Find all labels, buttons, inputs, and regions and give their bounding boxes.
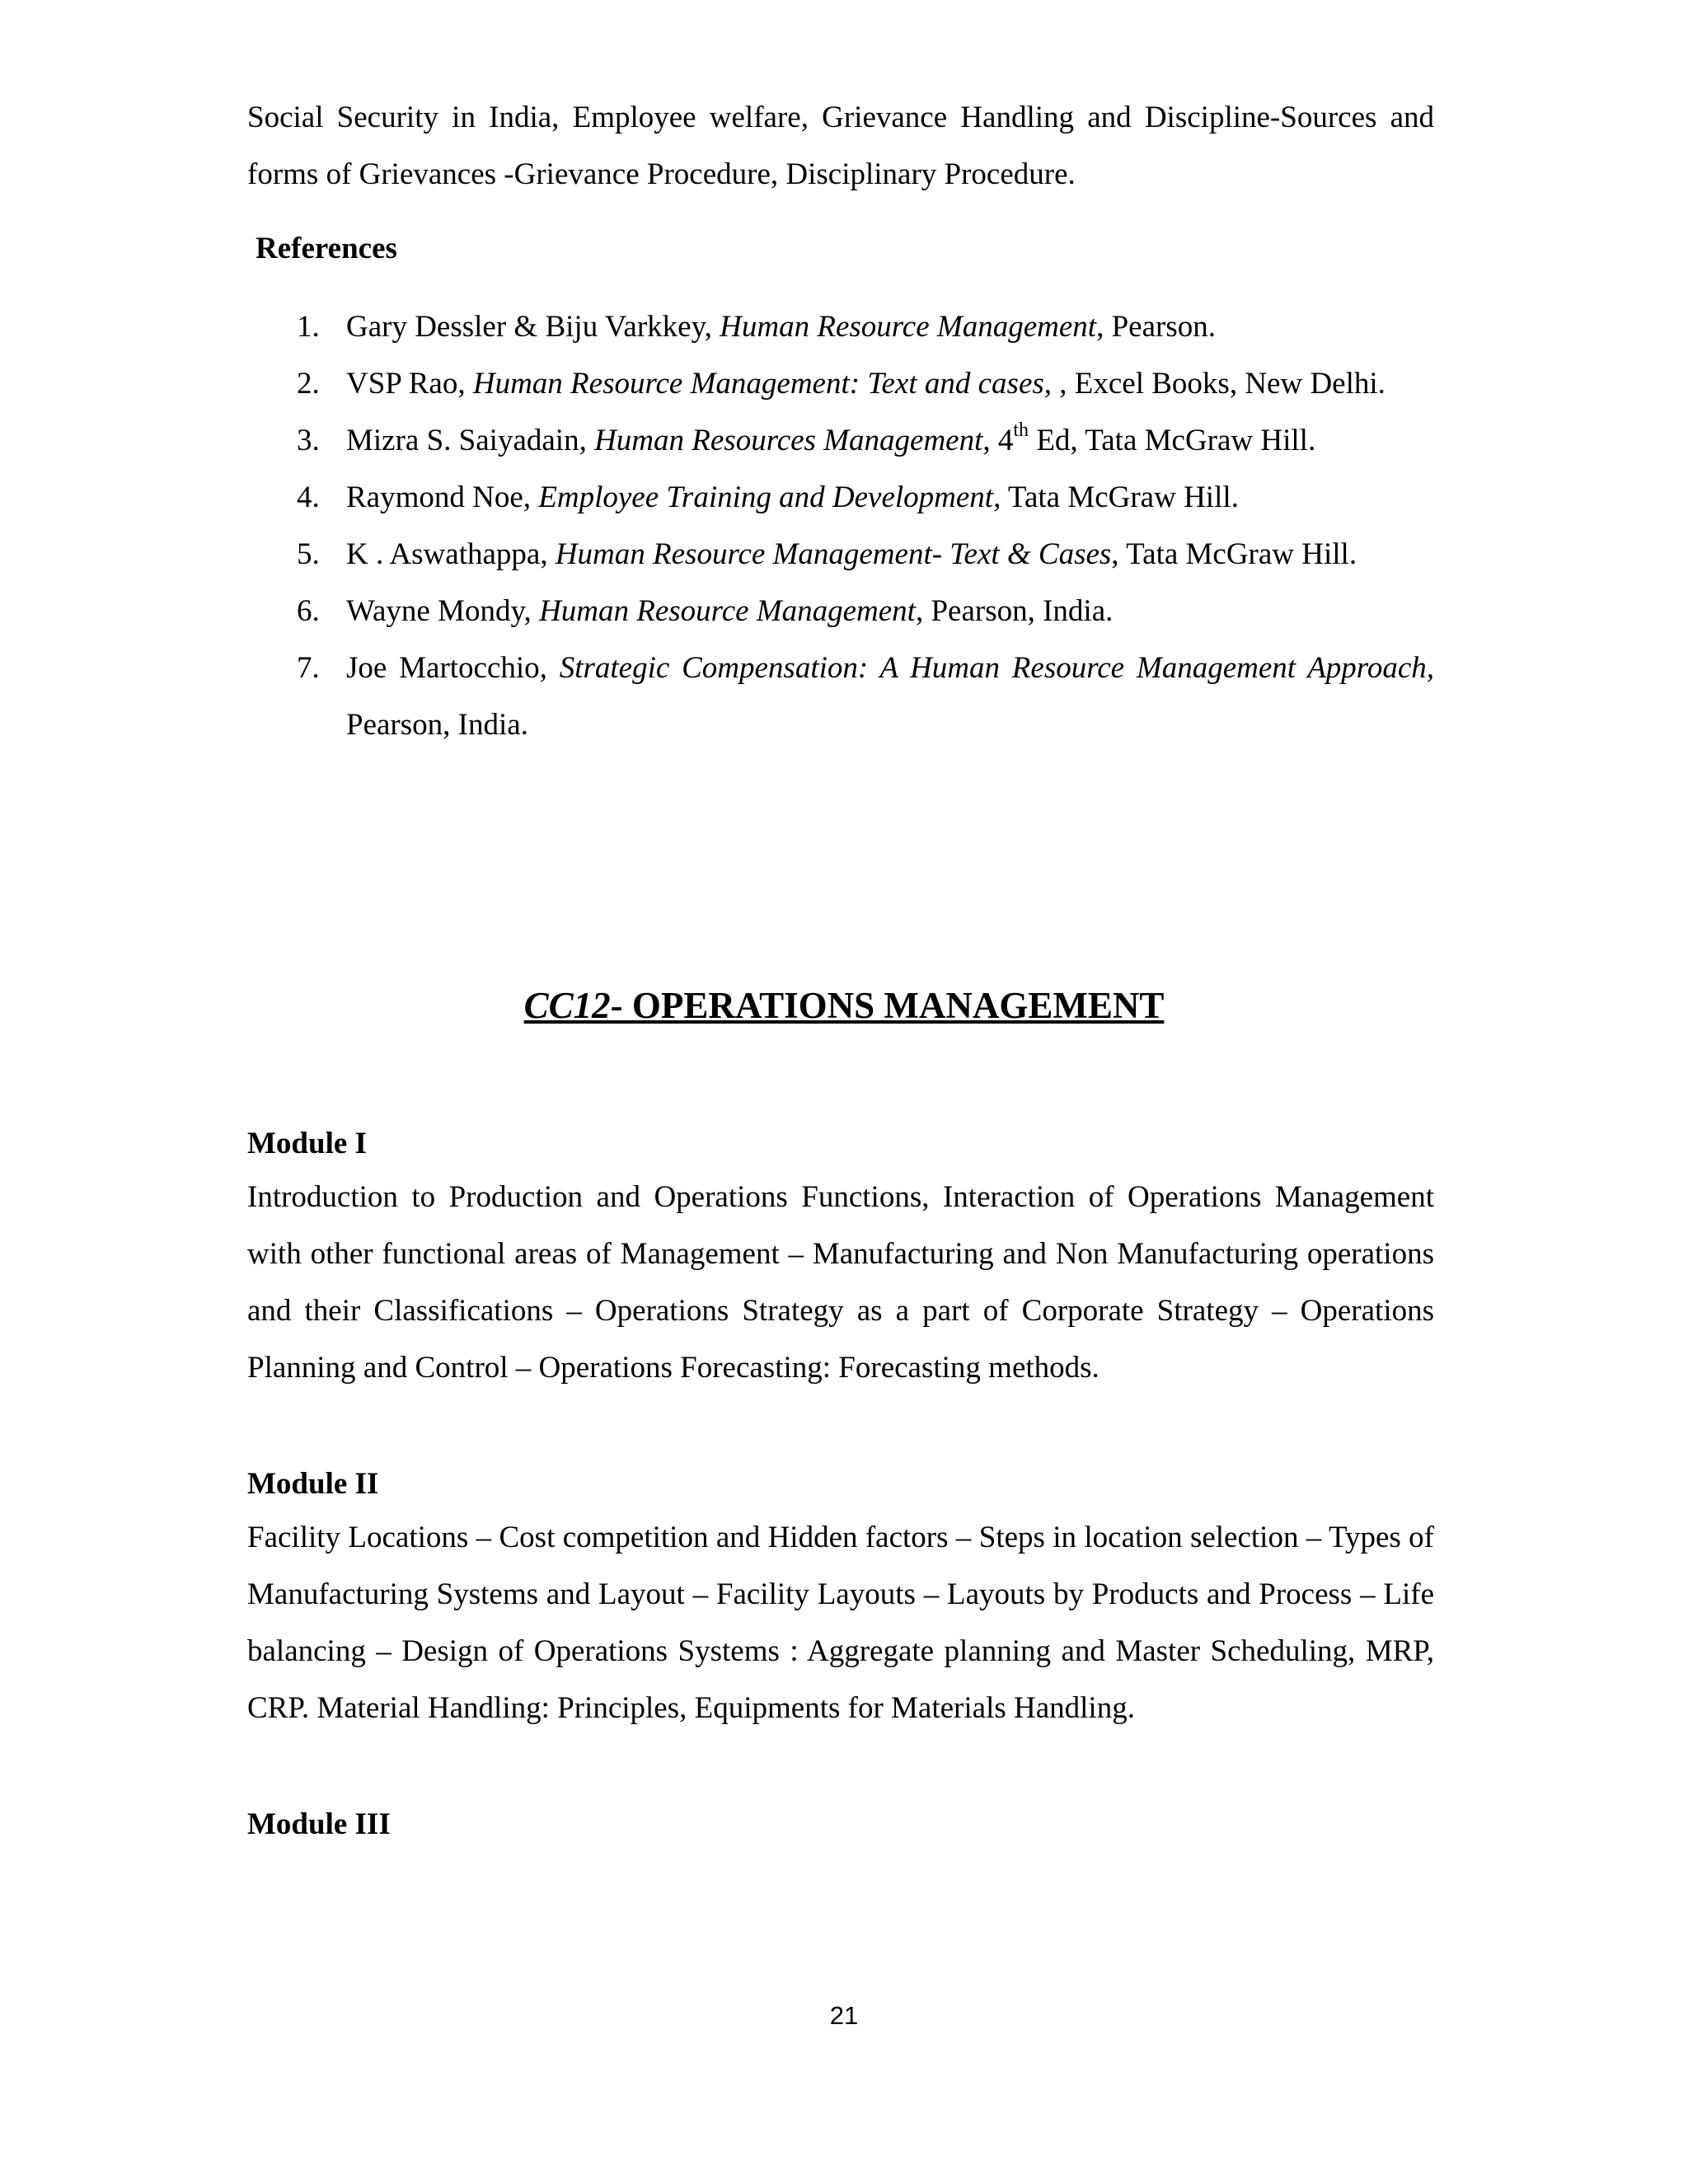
reference-publisher: , Tata McGraw Hill.: [993, 480, 1239, 514]
module-text: Introduction to Production and Operations Functions, Interaction of Operations Management with other functional areas of Management – Manufacturing and Non Manufacturing operations and their Classifications – Operations Strategy as a part of Corporate Strategy – Operations Planning and Control – Operations Forecasting: Forecasting methods.: [247, 1180, 1434, 1385]
reference-author: Joe Martocchio,: [346, 651, 560, 685]
module-text: Facility Locations – Cost competition and Hidden factors – Steps in location selection – Types of Manufacturing Systems and Layout – Facility Layouts – Layouts by Products and Process – Life balancing – Design of Operations Systems : Aggregate planning and Master Scheduling, MRP, CRP. Material Handling: Principles, Equipments for Materials Handling.: [247, 1521, 1434, 1725]
reference-item: [247, 526, 1434, 583]
reference-edition-suffix: th: [1013, 419, 1029, 441]
reference-author: K . Aswathappa,: [346, 537, 556, 571]
reference-number: 6.: [297, 594, 320, 628]
reference-author: Wayne Mondy,: [346, 594, 540, 628]
reference-publisher: , Pearson, India.: [915, 594, 1114, 628]
reference-author: VSP Rao,: [346, 367, 473, 401]
module-heading: Module I: [247, 1127, 367, 1160]
reference-number: 3.: [297, 424, 320, 457]
reference-publisher: Ed, Tata McGraw Hill.: [1029, 424, 1316, 457]
reference-item: [247, 583, 1434, 640]
reference-author: Mizra S. Saiyadain,: [346, 424, 595, 457]
references-heading: References: [256, 232, 397, 265]
reference-number: 2.: [297, 367, 320, 401]
module-heading: Module III: [247, 1807, 391, 1841]
course-title: [0, 981, 1688, 1030]
reference-title: Employee Training and Development: [538, 480, 994, 514]
reference-publisher: , Tata McGraw Hill.: [1111, 537, 1357, 571]
page-number: 21: [829, 2001, 859, 2030]
reference-number: 5.: [297, 537, 320, 571]
reference-title: Strategic Compensation: A Human Resource Management Approach,: [559, 651, 1434, 685]
reference-item: [247, 469, 1434, 526]
reference-title: Human Resource Management- Text & Cases: [555, 537, 1112, 571]
intro-paragraph: Social Security in India, Employee welfare, Grievance Handling and Discipline-Sources and forms of Grievances -Grievance Procedure, Disciplinary Procedure.: [247, 101, 1434, 191]
reference-number: 1.: [297, 310, 320, 344]
reference-title: Human Resources Management: [594, 424, 983, 457]
reference-title: Human Resource Management: Text and cases,: [472, 367, 1053, 401]
reference-item: [247, 298, 1434, 355]
reference-number: 7.: [297, 651, 320, 685]
reference-author: Gary Dessler & Biju Varkkey,: [346, 310, 720, 344]
reference-title: Human Resource Management: [539, 594, 916, 628]
module-heading: Module II: [247, 1467, 379, 1501]
course-code: CC12: [523, 985, 611, 1026]
reference-item: [247, 640, 1434, 753]
reference-item: [247, 412, 1434, 469]
reference-item: [247, 355, 1434, 412]
reference-edition: , 4: [982, 424, 1014, 457]
course-name: - OPERATIONS MANAGEMENT: [610, 985, 1165, 1026]
reference-author: Raymond Noe,: [346, 480, 539, 514]
reference-publisher: , Excel Books, New Delhi.: [1052, 367, 1386, 401]
references-list: [247, 298, 1434, 753]
reference-title: Human Resource Management: [720, 310, 1097, 344]
reference-publisher: , Pearson.: [1096, 310, 1216, 344]
reference-publisher: Pearson, India.: [346, 708, 528, 742]
reference-number: 4.: [297, 480, 320, 514]
